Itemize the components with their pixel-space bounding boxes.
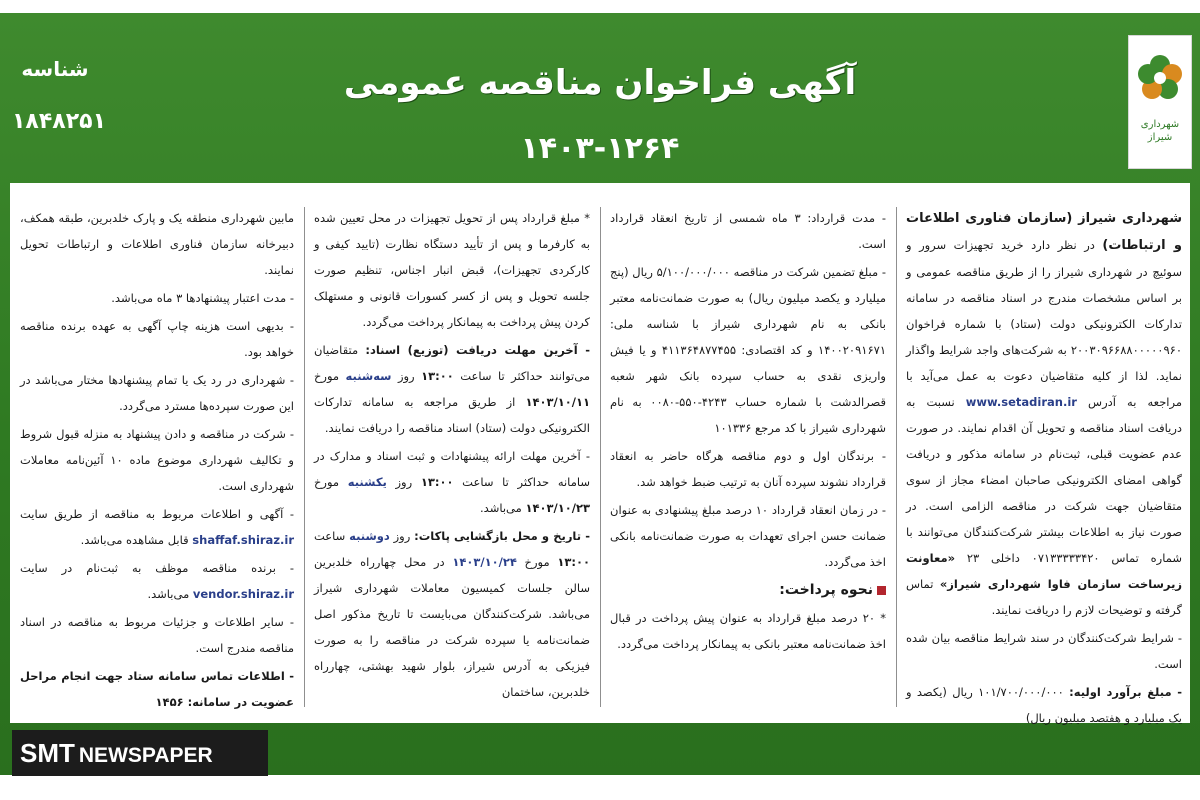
delivery-address: مابین شهرداری منطقه یک و پارک خلدبرین، طبقه همکف، دبیرخانه سازمان فناوری اطلاعات و ارتباطات تحویل نمایند.	[20, 211, 294, 277]
intro-text-2: نسبت به دریافت اسناد مناقصه و تحویل آن اقدام نمایند. در صورت عدم عضویت قبلی، ثبت‌نام در سامانه مذکور و دریافت گواهی امضای الکترونیکی صاحبان امضاء مجاز از سوی متقاضیان جهت شرکت در مناقصه الزامی است. در صورت نیاز به اطلاعات بیشتر شرکت‌کنندگان می‌توانند با شماره تماس ۰۷۱۳۳۳۳۳۴۲۰ داخلی ۲۳	[906, 395, 1183, 565]
deadline-text: از طریق مراجعه به سامانه تدارکات الکترونیکی دولت (ستاد) اسناد مناقصه را دریافت نمایند.	[314, 395, 590, 435]
ad-title: آگهی فراخوان مناقصه عمومی	[343, 63, 857, 103]
opening-time: ۱۳:۰۰	[557, 555, 590, 569]
tender-advertisement	[0, 13, 1200, 775]
submission-day: یکشنبه	[347, 475, 387, 489]
payment-method-label: نحوه پرداخت:	[779, 582, 873, 598]
ad-body	[10, 183, 1190, 723]
submission-text: - آخرین مهلت ارائه پیشنهادات و ثبت اسناد و مدارک در سامانه حداکثر تا ساعت	[314, 449, 590, 489]
opening-info	[314, 523, 590, 705]
id-number: ۱۸۴۸۲۵۱	[12, 109, 106, 134]
smt-newspaper-watermark	[12, 730, 268, 776]
acceptance-note: - شرکت در مناقصه و دادن پیشنهاد به منزله قبول شروط و تکالیف شهرداری موضوع ماده ۱۰ آئین‌نامه معاملات شهرداری است.	[20, 427, 294, 493]
column-1	[906, 205, 1183, 725]
opening-label: - تاریخ و محل بازگشایی پاکات:	[414, 529, 590, 543]
column-4	[20, 205, 294, 709]
shiraz-municipality-logo	[1128, 35, 1192, 169]
deadline-date: ۱۴۰۳/۱۰/۱۱	[525, 395, 590, 409]
opening-day: دوشنبه	[349, 529, 390, 543]
watermark-brand: SMT	[20, 738, 75, 768]
contact-department: «معاونت زیرساخت سازمان فاوا شهرداری شیراز»	[906, 551, 1183, 591]
submission-time: ۱۳:۰۰	[420, 475, 454, 489]
opening-text: ساعت	[314, 529, 350, 543]
flower-logo-icon	[1135, 44, 1185, 116]
bid-guarantee: - مبلغ تضمین شرکت در مناقصه ۵/۱۰۰/۰۰۰/۰۰۰ ریال (پنج میلیارد و یکصد میلیون ریال) به صورت ضمانت‌نامه معتبر بانکی به نام شهرداری شیراز با شناسه ملی: ۱۴۰۰۲۰۹۱۶۷۱ و کد اقتصادی: ۴۱۱۳۶۴۸۷۷۴۵۵ و یا فیش واریزی نقدی به حساب سپرده بانک شهر شعبه قصرالدشت با شماره حساب ۴۲۴۳-۵۵۰-۰۰۸۰ به نام شهرداری شیراز با کد مرجع ۱۰۱۳۳۶	[610, 265, 886, 435]
performance-guarantee: - در زمان انعقاد قرارداد ۱۰ درصد مبلغ پیشنهادی به عنوان ضمانت حسن اجرای تعهدات به صورت ضمانت‌نامه بانکی اخذ می‌گردد.	[610, 503, 886, 569]
deadline-day: سه‌شنبه	[345, 369, 392, 383]
deadline-text: مورخ	[314, 369, 346, 383]
setadiran-link[interactable]: www.setadiran.ir	[965, 395, 1077, 409]
column-2	[610, 205, 886, 705]
payment-method-heading	[610, 577, 886, 603]
organizer-name: شهرداری شیراز (سازمان فناوری اطلاعات و ارتباطات)	[906, 211, 1183, 253]
submission-text: می‌باشد.	[480, 501, 526, 515]
conditions-note: - شرایط شرکت‌کنندگان در سند شرایط مناقصه بیان شده است.	[906, 631, 1182, 671]
deadline-text: متقاضیان می‌توانند حداکثر تا ساعت	[314, 343, 590, 383]
other-info-note: - سایر اطلاعات و جزئیات مربوط به مناقصه در اسناد مناقصه مندرج است.	[20, 615, 294, 655]
deadline-text: روز	[391, 369, 422, 383]
column-divider	[896, 207, 897, 707]
vendor-text: می‌باشد.	[147, 587, 193, 601]
logo-caption: شهرداری شیراز	[1140, 119, 1180, 143]
square-bullet-icon	[877, 586, 886, 595]
intro-text: در نظر دارد خرید تجهیزات سرور و سوئیچ در شهرداری شیراز را از طریق مناقصه عمومی و بر اساس مشخصات مندرج در اسناد مناقصه در سامانه تدارکات الکترونیکی دولت (ستاد) با شماره فراخوان ۲۰۰۳۰۹۶۶۸۸۰۰۰۰۰۹۶۰ به شرکت‌های واجد شرایط واگذار نماید. لذا از کلیه متقاضیان دعوت به عمل می‌آید با مراجعه به آدرس	[906, 238, 1183, 409]
column-divider	[304, 207, 305, 707]
opening-text: در محل چهارراه خلدبرین سالن جلسات کمیسیون معاملات شهرداری شیراز می‌باشد. شرکت‌کنندگان می‌بایست تا تاریخ مذکور اصل ضمانت‌نامه یا سپرده شرکت در مناقصه را به صورت فیزیکی به آدرس شیراز، بلوار شهید بهشتی، چهارراه خلدبرین، ساختمان	[314, 555, 590, 699]
initial-estimate	[906, 679, 1182, 731]
vendor-text: - برنده مناقصه موظف به ثبت‌نام در سایت	[20, 561, 294, 575]
intro-text-3: تماس گرفته و توضیحات لازم را دریافت نمایند.	[906, 577, 1182, 617]
vendor-link[interactable]: vendor.shiraz.ir	[192, 587, 294, 601]
deadline-time: ۱۳:۰۰	[421, 369, 454, 383]
documents-deadline	[314, 337, 590, 441]
payment-terms: * مبلغ قرارداد پس از تحویل تجهیزات در محل تعیین شده به کارفرما و پس از تأیید دستگاه نظارت (تایید کیفی و کارکردی تجهیزات)، قبض انبار اجناس، تنظیم صورت جلسه تحویل و پس از کسر کسورات قانونی و مستهلک کردن پیش پرداخت به پیمانکار پرداخت می‌گردد.	[314, 211, 590, 329]
prepayment-note: * ۲۰ درصد مبلغ قرارداد به عنوان پیش پرداخت در قبال اخذ ضمانت‌نامه معتبر بانکی به پیمانکار پرداخت می‌گردد.	[610, 611, 887, 651]
submission-date: ۱۴۰۳/۱۰/۲۳	[525, 501, 590, 515]
print-cost-note: - بدیهی است هزینه چاپ آگهی به عهده برنده مناقصه خواهد بود.	[20, 319, 294, 359]
winners-note: - برندگان اول و دوم مناقصه هرگاه حاضر به انعقاد قرارداد نشوند سپرده آنان به ترتیب ضبط خواهد شد.	[610, 449, 886, 489]
intro-paragraph	[906, 205, 1182, 623]
shaffaf-text: - آگهی و اطلاعات مربوط به مناقصه از طریق سایت	[20, 507, 294, 521]
estimate-value: ۱۰۱/۷۰۰/۰۰۰/۰۰۰ ریال (یکصد و یک میلیارد و هفتصد میلیون ریال)	[906, 685, 1182, 725]
opening-date: ۱۴۰۳/۱۰/۲۴	[452, 555, 517, 569]
contract-duration: - مدت قرارداد: ۳ ماه شمسی از تاریخ انعقاد قرارداد است.	[610, 211, 887, 251]
estimate-label: - مبلغ برآورد اولیه:	[1069, 685, 1182, 699]
column-divider	[600, 207, 601, 707]
shaffaf-link[interactable]: shaffaf.shiraz.ir	[192, 533, 294, 547]
id-label: شناسه	[21, 57, 89, 81]
shaffaf-note	[20, 501, 294, 553]
watermark-text: NEWSPAPER	[78, 744, 213, 767]
submission-text: مورخ	[314, 475, 348, 489]
submission-deadline	[314, 443, 590, 521]
setad-contact-note: - اطلاعات تماس سامانه ستاد جهت انجام مراحل عضویت در سامانه: ۱۴۵۶	[20, 669, 294, 709]
ad-years: ۱۴۰۳-۱۲۶۴	[520, 131, 680, 166]
shaffaf-text: قابل مشاهده می‌باشد.	[80, 533, 193, 547]
rejection-note: - شهرداری در رد یک یا تمام پیشنهادها مختار می‌باشد در این صورت سپرده‌ها مسترد می‌گردد.	[20, 373, 294, 413]
validity-note: - مدت اعتبار پیشنهادها ۳ ماه می‌باشد.	[111, 291, 294, 305]
submission-text: روز	[386, 475, 421, 489]
opening-text: مورخ	[516, 555, 558, 569]
documents-deadline-label: - آخرین مهلت دریافت (توزیع) اسناد:	[365, 343, 590, 357]
column-3	[314, 205, 590, 705]
vendor-note	[20, 555, 294, 607]
opening-text: روز	[389, 529, 415, 543]
ad-header	[0, 13, 1200, 181]
